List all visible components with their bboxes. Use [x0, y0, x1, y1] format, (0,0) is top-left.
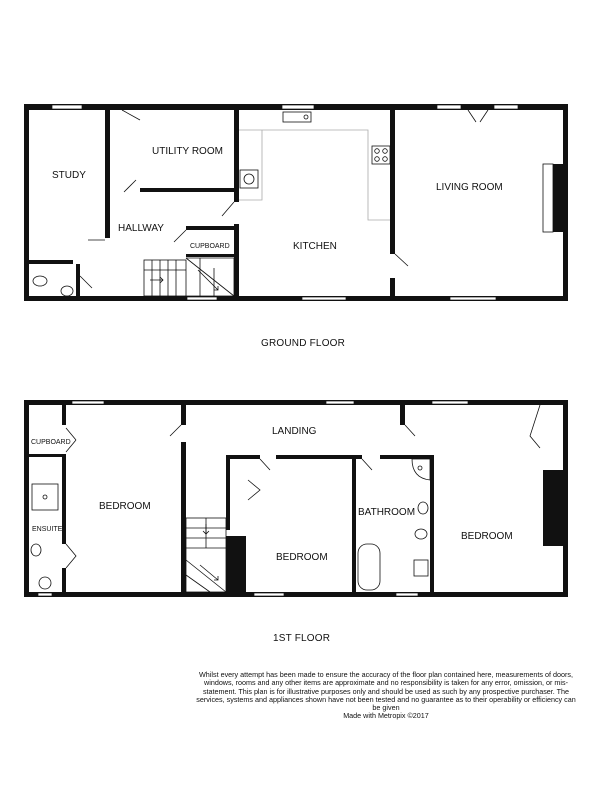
fireplace-ground [553, 164, 563, 232]
first-floor-title: 1ST FLOOR [273, 633, 331, 644]
study-bottom-wall [29, 260, 73, 264]
living-window-top-right [494, 105, 518, 109]
ensuite-window-bottom [38, 593, 52, 596]
corner-shower-drain-icon [418, 466, 422, 470]
room-label-bedroom-2: BEDROOM [276, 552, 328, 563]
ensuite-right-wall-lower [62, 456, 66, 544]
shower-head-icon [43, 495, 47, 499]
bedroom3-door-swing [405, 425, 415, 436]
wc-basin-icon [33, 276, 47, 286]
room-label-cupboard-first: CUPBOARD [31, 439, 71, 446]
room-label-study: STUDY [52, 170, 86, 181]
bath-vanity-icon [414, 560, 428, 576]
cupboard-bottom-wall [29, 454, 66, 457]
washing-drum-icon [244, 174, 254, 184]
living-door-swing [395, 254, 408, 266]
living-window-top-left [437, 105, 461, 109]
first-outer-wall-left [24, 400, 29, 597]
kitchen-worktop [239, 130, 390, 220]
living-left-wall-lower [390, 278, 395, 296]
stair-arrow-icon [200, 565, 218, 580]
stair-dark-block [226, 536, 246, 592]
bathroom-window-bottom [396, 593, 418, 596]
bedroom1-right-wall-lower [181, 442, 186, 592]
bedroom2-window-bottom [254, 593, 284, 596]
first-outer-wall-top [24, 400, 568, 405]
bathtub-icon [358, 544, 380, 590]
bedroom2-door-swing [260, 459, 270, 470]
kitchen-tap-icon [304, 115, 308, 119]
fireplace-first [543, 470, 563, 546]
ensuite-right-wall-base [62, 568, 66, 592]
bedroom3-left-wall [400, 405, 405, 425]
landing-window-top [326, 401, 354, 404]
bedroom2-left-wall [226, 455, 230, 530]
hob-ring-icon [383, 157, 388, 162]
airing-cupboard-door-swing [248, 480, 260, 500]
study-hall-wall [105, 110, 110, 238]
wc-toilet-icon [61, 286, 73, 296]
ensuite-basin-icon [31, 544, 41, 556]
ground-outer-wall-right [563, 104, 568, 301]
room-label-utility-room: UTILITY ROOM [152, 146, 223, 157]
bedroom1-window-top [72, 401, 104, 404]
ensuite-right-wall [62, 405, 66, 425]
ground-floor-plan [24, 104, 568, 349]
bathroom-top-wall-right [380, 455, 432, 459]
cupboard-door-swing [174, 230, 186, 242]
ensuite-toilet-icon [39, 577, 51, 589]
disclaimer-body: Whilst every attempt has been made to ensure the accuracy of the floor plan contained here, measurements of doors, windows, rooms and any other items are approximate and no responsibility is taken for any error, omission, or mis-statement. This plan is for illustrative purposes only and should be used as such by any prospective purchaser. The services, systems and appliances shown have not been tested and no guarantee as to their operability or efficiency can be given [196, 670, 576, 713]
stair-right-wall [186, 254, 234, 257]
ground-outer-wall-left [24, 104, 29, 301]
stair-arrow-icon [198, 270, 218, 290]
stair-arrow-icon [203, 524, 209, 534]
kitchen-door-swing [222, 202, 234, 216]
bathroom-door-swing [362, 459, 372, 470]
cupboard-top-wall [186, 226, 234, 230]
hob-ring-icon [375, 149, 380, 154]
first-outer-wall-right [563, 400, 568, 597]
wc-door-swing [80, 276, 92, 288]
room-label-landing: LANDING [272, 426, 317, 437]
first-outer-wall-bottom [24, 592, 568, 597]
bathroom-top-wall [356, 455, 362, 459]
washing-machine-icon [240, 170, 258, 188]
room-label-bathroom: BATHROOM [358, 507, 416, 518]
bedroom3-cupboard-door-swing [530, 405, 540, 448]
ensuite-door-swing [66, 544, 76, 568]
wc-partition [76, 264, 80, 296]
bedroom2-top-wall-right [276, 455, 356, 459]
room-label-bedroom-3: BEDROOM [461, 531, 513, 542]
first-staircase [186, 518, 226, 592]
bath-toilet-icon [418, 502, 428, 514]
utility-bottom-wall [140, 188, 236, 192]
kitchen-left-wall-lower [234, 224, 239, 296]
metropix-credit: Made with Metropix ©2017 [343, 711, 429, 721]
living-window-bottom [450, 297, 496, 300]
bedroom1-door-swing [170, 425, 181, 436]
hearth-icon [543, 164, 553, 232]
kitchen-left-wall [234, 110, 239, 202]
disclaimer-text [192, 671, 580, 721]
bath-basin-icon [415, 529, 427, 539]
kitchen-window-top [282, 105, 314, 109]
kitchen-hob-icon [372, 146, 390, 164]
bedroom2-top-wall [226, 455, 260, 459]
french-door-swing [468, 110, 488, 122]
shower-tray-icon [32, 484, 58, 510]
hob-ring-icon [383, 149, 388, 154]
living-left-wall [390, 110, 395, 254]
bathroom-left-wall [352, 455, 356, 592]
room-label-living-room: LIVING ROOM [436, 182, 503, 193]
ground-staircase [144, 258, 234, 296]
ground-floor-title: GROUND FLOOR [261, 338, 346, 349]
room-label-hallway: HALLWAY [118, 223, 164, 234]
kitchen-sink-icon [283, 112, 311, 122]
room-label-bedroom-1: BEDROOM [99, 501, 151, 512]
bedroom3-window-top [432, 401, 468, 404]
bedroom1-right-wall [181, 405, 186, 425]
hall-door-swing [124, 180, 136, 192]
bathroom-right-wall [430, 455, 434, 592]
hob-ring-icon [375, 157, 380, 162]
utility-door-swing [122, 110, 140, 120]
study-window [52, 105, 82, 109]
first-floor-plan [24, 400, 568, 644]
room-label-kitchen: KITCHEN [293, 241, 337, 252]
kitchen-window-bottom [302, 297, 346, 300]
room-label-cupboard: CUPBOARD [190, 243, 230, 250]
hall-window-bottom [187, 297, 217, 300]
room-label-ensuite: ENSUITE [32, 526, 63, 533]
